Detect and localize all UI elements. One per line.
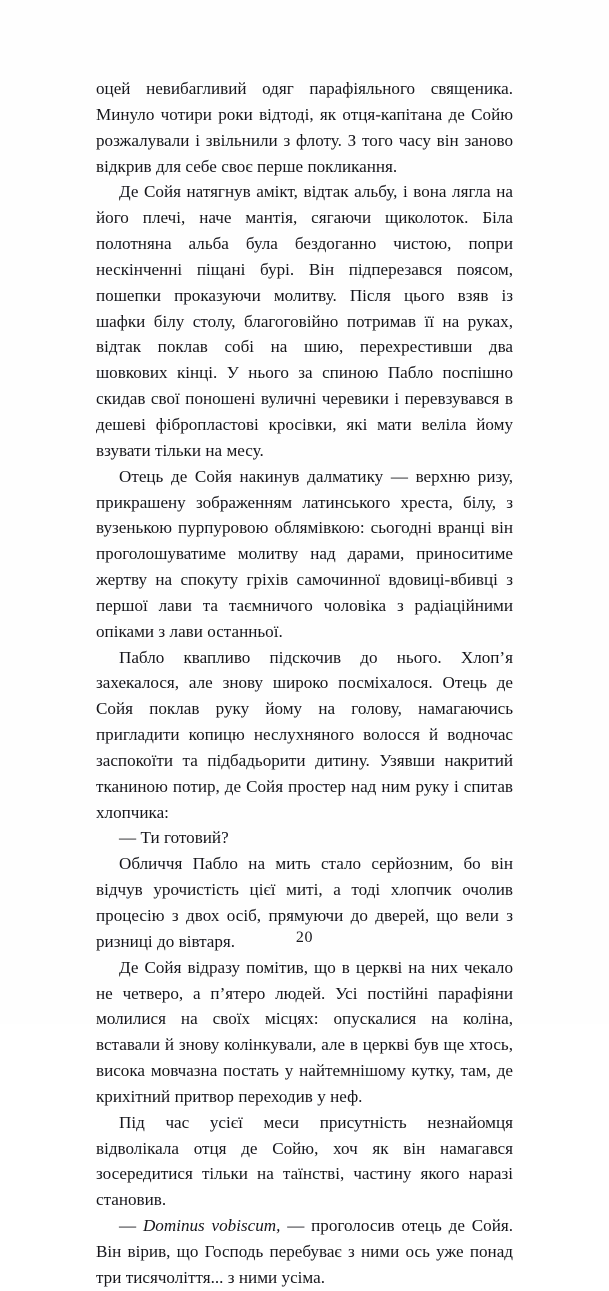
paragraph: Де Сойя натягнув амікт, відтак альбу, і вона лягла на його плечі, наче мантія, сягаючи щиколоток. Біла полотняна альба була бездоганно чистою, попри нескінченні піщані бурі. Він підперезався поясом, пошепки проказуючи молитву. Після цього взяв із шафки білу столу, благоговійно потримав її на руках, відтак поклав собі на шию, перехрестивши два шовкових кінці. У нього за спиною Пабло поспішно скидав свої поношені вуличні черевики і перевзувався в дешеві фібропластові кросівки, які мати веліла йому взувати тільки на месу. (96, 182, 513, 460)
em-dash-lead: — (119, 1216, 143, 1236)
paragraph: Отець де Сойя накинув далматику — верхню ризу, прикрашену зображенням латинського хреста, білу, з вузенькою пурпуровою облямівкою: сьогодні вранці він проголошуватиме молитву над дарами, приноситиме жертву на спокуту гріхів самочинної вдовиці-вбивці з першої лави та таємничого чоловіка з радіаційними опіками з лави останньої. (96, 466, 513, 641)
paragraph: Пабло квапливо підскочив до нього. Хлоп’я захекалося, але знову широко посміхалося. Отець де Сойя поклав руку йому на голову, намагаючись пригладити копицю неслухняного волосся й водночас заспокоїти та підбадьорити дитину. Узявши накритий тканиною потир, де Сойя простер над ним руку і спитав хлопчика: (96, 647, 513, 822)
page-text-block (96, 76, 513, 1291)
page-number: 20 (295, 929, 314, 946)
paragraph-latin-quote (96, 1213, 513, 1291)
paragraph: Де Сойя відразу помітив, що в церкві на них чекало не четверо, а п’ятеро людей. Усі постійні парафіяни молилися на своїх місцях: опускалися на коліна, вставали й знову колінкували, але в церкві був ще хтось, висока мовчазна постать у найтемнішому кутку, там, де крихітний притвор переходив у неф. (96, 957, 513, 1106)
latin-phrase: Dominus vobiscum, (142, 1216, 281, 1236)
paragraph-tail: — проголосив отець де Сойя. Він вірив, що Господь перебуває з ними ось уже понад три тисячоліття... з ними усіма. (96, 1216, 513, 1287)
paragraph-dialogue: — Ти готовий? (119, 828, 229, 848)
paragraph-continuation: оцей невибагливий одяг парафіяльного священика. Минуло чотири роки відтоді, як отця-капітана де Сойю розжалували і звільнили з флоту. З того часу він заново відкрив для себе своє перше покликання. (96, 79, 513, 176)
paragraph: Під час усієї меси присутність незнайомця відволікала отця де Сойю, хоч як він намагався зосередитися тільки на таїнстві, частину якого наразі становив. (96, 1112, 513, 1210)
paragraph: Обличчя Пабло на мить стало серйозним, бо він відчув урочистість цієї миті, а тоді хлопчик очолив процесію з двох осіб, прямуючи до дверей, що вели з ризниці до вівтаря. (96, 854, 513, 951)
